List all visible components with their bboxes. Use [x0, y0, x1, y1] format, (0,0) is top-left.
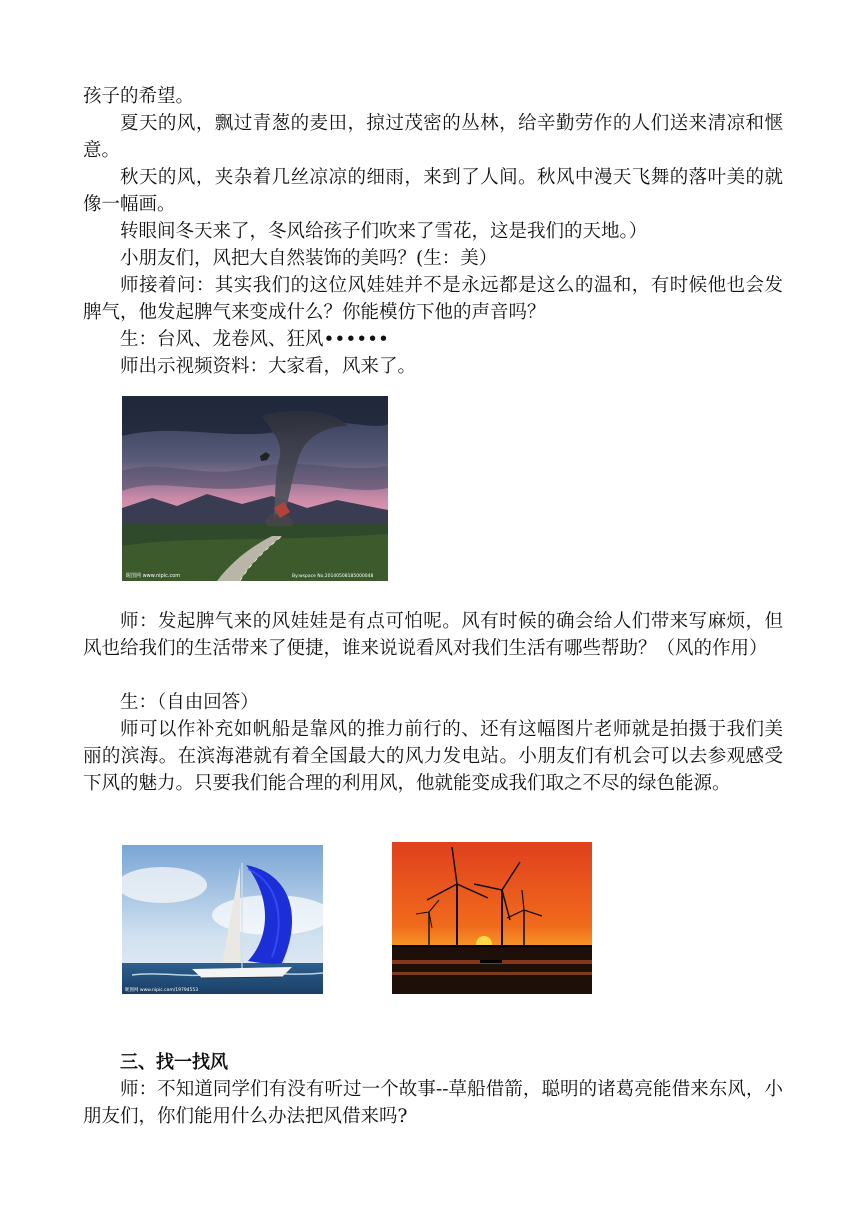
watermark-left: 昵图网 www.nipic.com	[126, 573, 181, 579]
paragraph: 师：发起脾气来的风娃娃是有点可怕呢。风有时候的确会给人们带来写麻烦，但风也给我们的生活带来了便捷，谁来说说看风对我们生活有哪些帮助？（风的作用）	[83, 611, 783, 659]
section-heading: 三、找一找风	[120, 1052, 228, 1073]
tornado-photo	[122, 396, 388, 581]
sailboat-photo	[122, 845, 323, 994]
paragraph: 转眼间冬天来了，冬风给孩子们吹来了雪花，这是我们的天地。）	[120, 221, 648, 242]
paragraph: 孩子的希望。	[83, 86, 195, 107]
paragraph: 生：（自由回答）	[120, 692, 259, 713]
paragraph: 师出示视频资料：大家看，风来了。	[120, 356, 417, 377]
paragraph: 师：不知道同学们有没有听过一个故事--草船借箭，聪明的诸葛亮能借来东风，小朋友们，你们能用什么办法把风借来吗?	[83, 1079, 783, 1127]
paragraph: 秋天的风，夹杂着几丝凉凉的细雨，来到了人间。秋风中漫天飞舞的落叶美的就像一幅画。	[83, 167, 783, 215]
paragraph: 师接着问：其实我们的这位风娃娃并不是永远都是这么的温和，有时候他也会发脾气，他发起脾气来变成什么？你能模仿下他的声音吗？	[83, 275, 783, 323]
watermark-right: By:wspace No.20140508185000048	[292, 574, 374, 579]
paragraph: 夏天的风，飘过青葱的麦田，掠过茂密的丛林，给辛勤劳作的人们送来清凉和惬意。	[83, 113, 783, 161]
wind-turbine-photo	[392, 842, 592, 994]
watermark-left: 昵图网 www.nipic.com/19794553	[125, 988, 199, 993]
paragraph: 小朋友们，风把大自然装饰的美吗？(生：美）	[120, 248, 498, 269]
paragraph: 生：台风、龙卷风、狂风••••••	[120, 329, 389, 350]
paragraph: 师可以作补充如帆船是靠风的推力前行的、还有这幅图片老师就是拍摄于我们美丽的滨海。在滨海港就有着全国最大的风力发电站。小朋友们有机会可以去参观感受下风的魅力。只要我们能合理的利用风，他就能变成我们取之不尽的绿色能源。	[83, 719, 783, 794]
